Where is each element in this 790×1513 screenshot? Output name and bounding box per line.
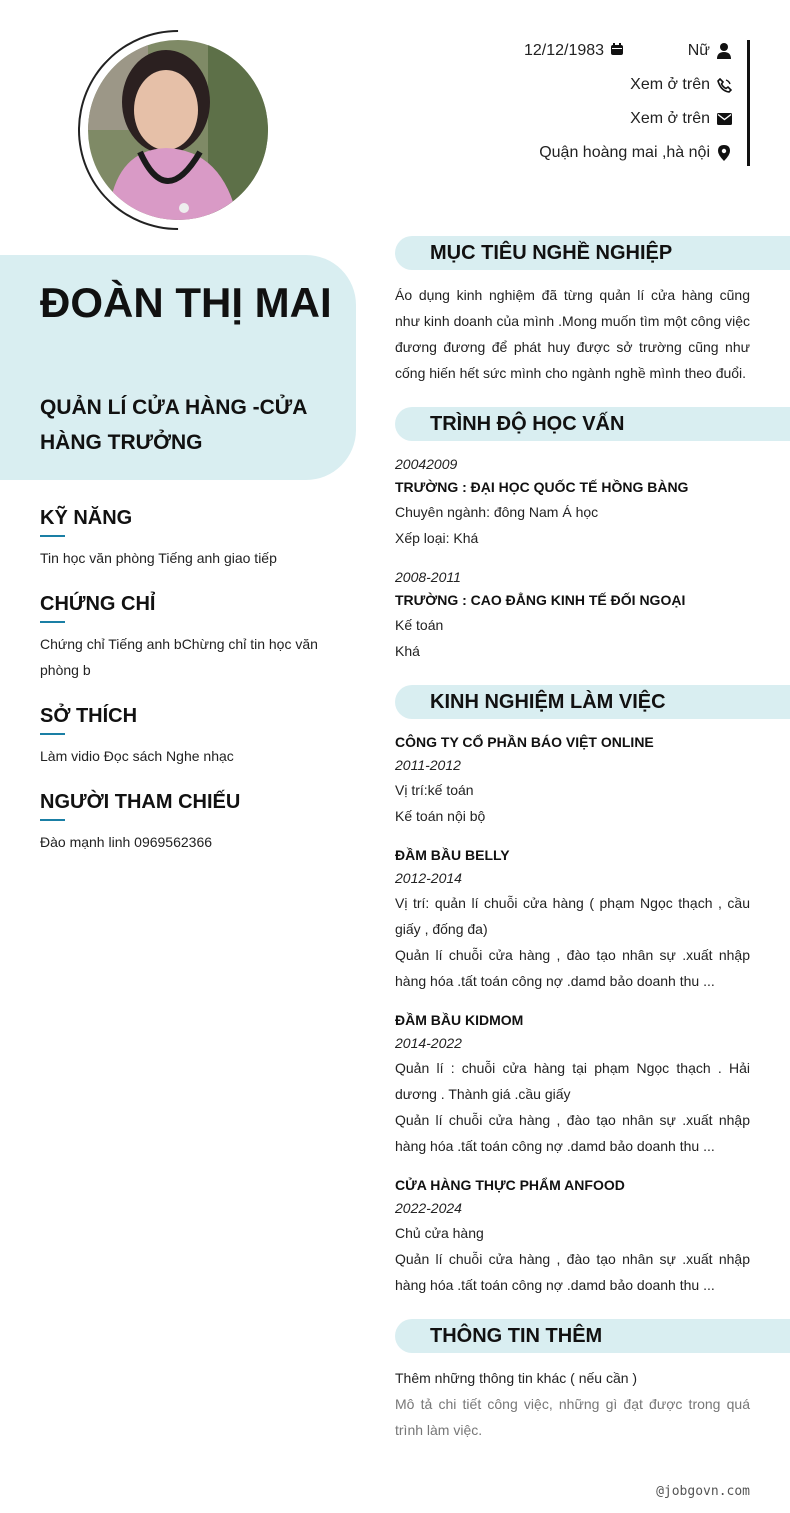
exp-period: 2014-2022 xyxy=(395,1035,462,1051)
skills-underline xyxy=(40,535,65,537)
dob-row xyxy=(524,40,624,62)
exp-period: 2022-2024 xyxy=(395,1200,462,1216)
exp-line: Quản lí chuỗi cửa hàng , đào tạo nhân sự .xuất nhập hàng hóa .tất toán công nợ .damd bảo doanh thu ... xyxy=(395,1112,750,1154)
edu-line: Khá xyxy=(395,643,420,659)
footer-brand: @jobgovn.com xyxy=(656,1484,750,1499)
exp-company: CÔNG TY CỔ PHẦN BÁO VIỆT ONLINE xyxy=(395,734,654,750)
edu-school: TRƯỜNG : ĐẠI HỌC QUỐC TẾ HỒNG BÀNG xyxy=(395,479,689,495)
edu-line: Xếp loại: Khá xyxy=(395,530,479,546)
avatar xyxy=(88,40,268,220)
references-heading: NGƯỜI THAM CHIẾU xyxy=(40,791,241,813)
email-row xyxy=(630,108,732,130)
exp-line: Quản lí chuỗi cửa hàng , đào tạo nhân sự .xuất nhập hàng hóa .tất toán công nợ .damd bảo doanh thu ... xyxy=(395,947,750,989)
phone-value: Xem ở trên xyxy=(630,76,710,93)
edu-line: Chuyên ngành: đông Nam Á học xyxy=(395,504,599,520)
job-title: QUẢN LÍ CỬA HÀNG -CỬA HÀNG TRƯỞNG xyxy=(40,396,307,454)
gender-row xyxy=(688,40,732,62)
exp-line: Quản lí chuỗi cửa hàng , đào tạo nhân sự .xuất nhập hàng hóa .tất toán công nợ .damd bảo doanh thu ... xyxy=(395,1251,750,1293)
skills-text: Tin học văn phòng Tiếng anh giao tiếp xyxy=(40,550,277,566)
phone-icon xyxy=(716,77,732,93)
hobbies-text: Làm vidio Đọc sách Nghe nhạc xyxy=(40,748,234,764)
address-value: Quận hoàng mai ,hà nội xyxy=(539,144,710,161)
exp-company: ĐẦM BẦU BELLY xyxy=(395,847,510,863)
email-value: Xem ở trên xyxy=(630,110,710,127)
exp-company: ĐẦM BẦU KIDMOM xyxy=(395,1012,524,1028)
experience-heading: KINH NGHIỆM LÀM VIỆC xyxy=(430,691,666,713)
exp-period: 2011-2012 xyxy=(395,757,461,773)
full-name: ĐOÀN THỊ MAI xyxy=(40,279,332,326)
objective-text: Áo dụng kinh nghiệm đã từng quản lí cửa hàng cũng như kinh doanh của mình .Mong muốn tìm một công việc đương đương để phát huy được sở trường cũng như cống hiến hết sức mình cho ngành nghề mình theo đuổi. xyxy=(395,287,750,381)
contact-block xyxy=(412,40,732,166)
additional-heading: THÔNG TIN THÊM xyxy=(430,1325,603,1347)
exp-line: Quản lí : chuỗi cửa hàng tại phạm Ngọc thạch . Hải dương . Thành giá .cầu giấy xyxy=(395,1060,750,1102)
edu-line: Kế toán xyxy=(395,617,444,633)
gender-value: Nữ xyxy=(687,42,710,59)
objective-heading: MỤC TIÊU NGHỀ NGHIỆP xyxy=(430,242,673,264)
education-heading: TRÌNH ĐỘ HỌC VẤN xyxy=(430,413,625,435)
references-underline xyxy=(40,819,65,821)
certs-underline xyxy=(40,621,65,623)
exp-line: Kế toán nội bộ xyxy=(395,808,486,824)
certs-text: Chứng chỉ Tiếng anh bChừng chỉ tin học văn phòng b xyxy=(40,636,318,678)
user-icon xyxy=(716,43,732,59)
contact-divider xyxy=(747,40,750,166)
exp-period: 2012-2014 xyxy=(395,870,462,886)
edu-period: 2008-2011 xyxy=(395,569,461,585)
certs-heading: CHỨNG CHỈ xyxy=(40,593,156,615)
additional-line: Thêm những thông tin khác ( nếu cần ) xyxy=(395,1370,638,1386)
dob-value: 12/12/1983 xyxy=(524,42,605,59)
hobbies-heading: SỞ THÍCH xyxy=(40,705,138,727)
calendar-icon xyxy=(610,42,624,61)
address-row xyxy=(539,142,732,164)
exp-company: CỬA HÀNG THỰC PHẨM ANFOOD xyxy=(395,1177,625,1193)
mail-icon xyxy=(716,111,732,127)
exp-line: Vị trí:kế toán xyxy=(395,782,474,798)
additional-description: Mô tả chi tiết công việc, những gì đạt được trong quá trình làm việc. xyxy=(395,1396,750,1438)
exp-line: Vị trí: quản lí chuỗi cửa hàng ( phạm Ngọc thạch , cầu giấy , đống đa) xyxy=(395,895,750,937)
edu-school: TRƯỜNG : CAO ĐẲNG KINH TẾ ĐỐI NGOẠI xyxy=(395,592,686,608)
phone-row xyxy=(630,74,732,96)
location-icon xyxy=(716,145,732,161)
hobbies-underline xyxy=(40,733,65,735)
skills-heading: KỸ NĂNG xyxy=(40,507,133,529)
references-text: Đào mạnh linh 0969562366 xyxy=(40,834,213,850)
edu-period: 20042009 xyxy=(395,456,458,472)
exp-line: Chủ cửa hàng xyxy=(395,1225,484,1241)
